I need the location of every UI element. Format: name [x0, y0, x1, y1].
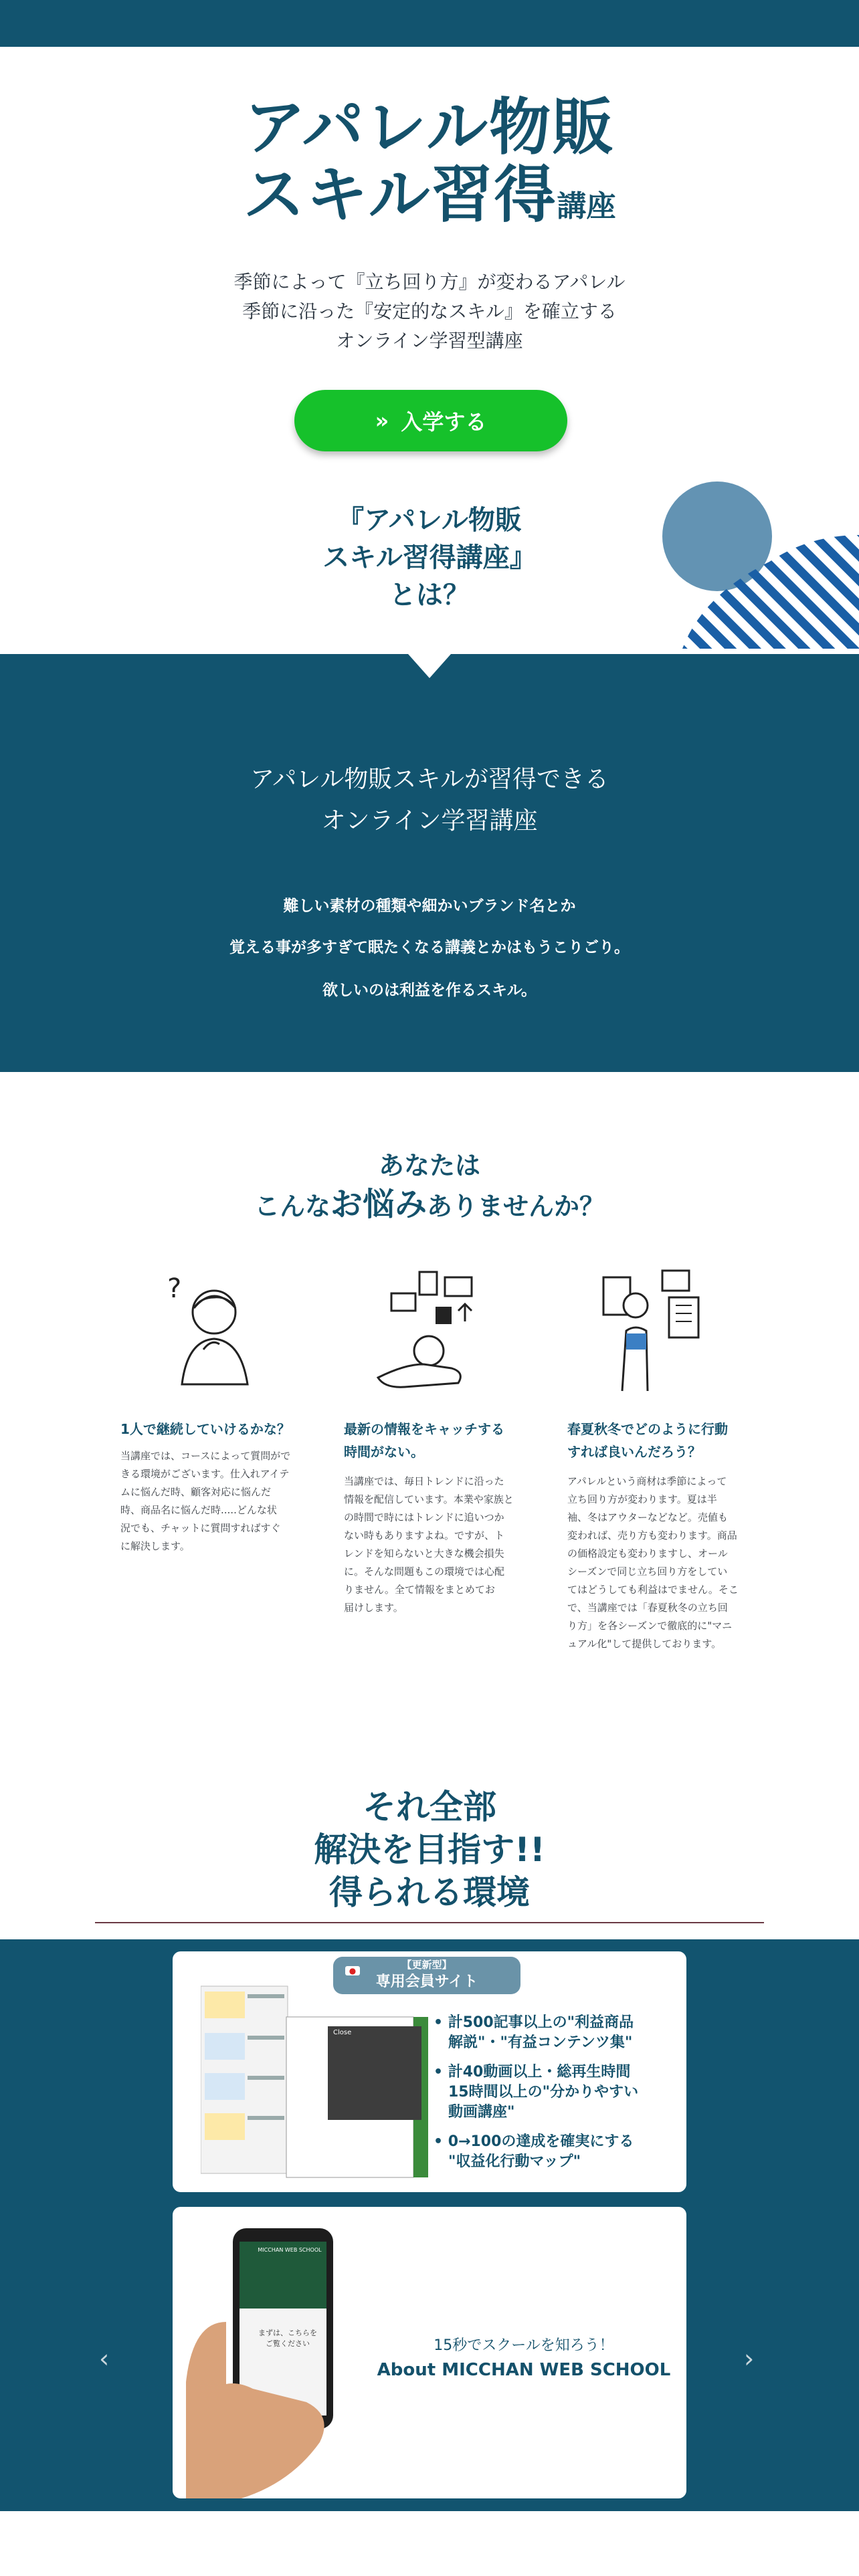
- enroll-button-label: 入学する: [401, 409, 487, 435]
- worry-card-body-line: 変われば、売り方も変わります。商品: [567, 1529, 737, 1541]
- worry-card-body-line: シーズンで同じ立ち回り方をしてい: [567, 1566, 728, 1578]
- worry-card-body-line: 当講座では、毎日トレンドに沿った: [344, 1475, 504, 1487]
- hero-title-line1: アパレル物販: [244, 92, 615, 163]
- overwhelmed-info-icon: [365, 1264, 498, 1398]
- worry-card-3-title: [567, 1418, 748, 1463]
- worry-card-title-line: 1人で継続していけるかな？: [120, 1421, 290, 1437]
- worry-card-body-line: り方」を各シーズンで徹底的に"マニ: [567, 1620, 733, 1632]
- worry-card-1-title: [120, 1418, 301, 1440]
- worry-card-1-body: [120, 1447, 301, 1555]
- worry-card-2-title: [344, 1418, 524, 1463]
- worry-card-2-body: [344, 1473, 524, 1617]
- about-school-line1: 15秒でスクールを知ろう！: [434, 2337, 614, 2354]
- worry-card-3-body: [567, 1473, 748, 1653]
- worry-card-body-line: レンドを知らないと大きな機会損失: [344, 1547, 504, 1560]
- worry-card-body-line: 立ち回り方が変わります。夏は半: [567, 1493, 717, 1505]
- bullet-line: 0→100の達成を確実にする: [448, 2133, 634, 2150]
- worry-card-body-line: の価格設定も変わりますし、オール: [567, 1547, 728, 1560]
- hero-subtitle: [0, 267, 859, 356]
- worry-card-body-line: 情報を配信しています。本業や家族と: [344, 1493, 514, 1505]
- worry-card-body-line: 袖、冬はアウターなどなど。売値も: [567, 1511, 728, 1523]
- worry-card-title-line: すれば良いんだろう？: [567, 1444, 701, 1460]
- about-heading-line: スキル習得講座』: [322, 542, 537, 573]
- member-site-badge-title: 専用会員サイト: [375, 1973, 478, 1990]
- solve-heading: [0, 1786, 859, 1914]
- slider-next-button[interactable]: ›: [744, 2344, 755, 2373]
- intro-section: [0, 654, 859, 1072]
- worry-card-title-line: 春夏秋冬でどのように行動: [567, 1421, 728, 1437]
- worry-card-title-line: 最新の情報をキャッチする: [344, 1421, 504, 1437]
- worry-card-body-line: ムに悩んだ時、顧客対応に悩んだ: [120, 1486, 272, 1498]
- section-notch: [408, 654, 451, 678]
- worry-card-body-line: 当講座では、コースによって質問がで: [120, 1450, 291, 1462]
- member-site-badge: [333, 1957, 520, 1994]
- member-site-bullet: • 計40動画以上・総再生時間 15時間以上の"分かりやすい 動画講座": [434, 2062, 674, 2123]
- intro-body-line: 欲しいのは利益を作るスキル。: [322, 982, 537, 999]
- worry-card-body-line: 時、商品名に悩んだ時.....どんな状: [120, 1504, 277, 1516]
- worry-card-body-line: りません。全て情報をまとめてお: [344, 1584, 495, 1596]
- hero-subtitle-line: 季節によって『立ち回り方』が変わるアパレル: [233, 271, 626, 293]
- slide-member-site[interactable]: [173, 1951, 686, 2192]
- intro-title: [0, 759, 859, 842]
- member-site-badge-label: 【更新型】: [401, 1959, 452, 1971]
- worries-heading-em: お悩み: [330, 1186, 427, 1223]
- intro-title-line: オンライン学習講座: [321, 807, 538, 835]
- worry-card-body-line: 況でも、チャットに質問すればすぐ: [120, 1522, 281, 1534]
- member-site-bullets: [434, 2013, 674, 2172]
- worry-card-body-line: てはどうしても利益はでません。そこ: [567, 1584, 739, 1596]
- laptop-icon: ●: [345, 1966, 360, 1975]
- about-heading-line: 『アパレル物販: [337, 505, 522, 536]
- intro-body-line: 覚える事が多すぎて眠たくなる講義とかはもうこりごり。: [229, 939, 630, 956]
- worry-card-body-line: きる環境がございます。仕入れアイテ: [120, 1468, 290, 1480]
- hero-title: [0, 94, 859, 229]
- decorative-stripes: [656, 481, 859, 655]
- hero-title-suffix: 講座: [557, 189, 616, 224]
- menu-panel-close[interactable]: Close: [333, 2029, 352, 2036]
- worries-heading-post: ありませんか？: [427, 1192, 605, 1221]
- worry-card-body-line: ュアル化"して提供しております。: [567, 1638, 722, 1650]
- worries-heading-line1: あなたは: [378, 1151, 480, 1180]
- bullet-line: 計40動画以上・総再生時間: [448, 2064, 631, 2080]
- question-person-icon: [147, 1264, 281, 1398]
- phone-brand: MICCHAN WEB SCHOOL: [258, 2247, 322, 2253]
- worries-heading: [0, 1147, 859, 1226]
- bullet-line: "収益化行動マップ": [448, 2153, 581, 2170]
- worry-card-body-line: で、当講座では「春夏秋冬の立ち回: [567, 1602, 728, 1614]
- intro-title-line: アパレル物販スキルが習得できる: [250, 766, 609, 793]
- member-site-bullet: • 計500記事以上の"利益商品 解説"・"有益コンテンツ集": [434, 2013, 674, 2053]
- phone-screen-text: まずは、こちらを ご覧ください: [258, 2329, 317, 2348]
- worry-card-body-line: 届けします。: [344, 1602, 403, 1614]
- about-heading-line: とは？: [389, 580, 470, 611]
- bullet-line: 解説"・"有益コンテンツ集": [448, 2034, 633, 2051]
- solve-heading-line: 解決を目指す!!: [314, 1830, 545, 1869]
- hero-subtitle-line: 季節に沿った『安定的なスキル』を確立する: [242, 300, 617, 322]
- slide-about-school[interactable]: [173, 2207, 686, 2498]
- member-site-menu-panel: [328, 2026, 421, 2120]
- about-school-text: [360, 2334, 686, 2382]
- worry-card-body-line: に解決します。: [120, 1540, 190, 1552]
- double-chevron-right-icon: »: [375, 408, 389, 433]
- solve-heading-line: 得られる環境: [329, 1873, 530, 1912]
- solve-heading-line: それ全部: [363, 1788, 496, 1826]
- svg-text:?: ?: [167, 1273, 182, 1304]
- member-site-bullet: • 0→100の達成を確実にする "収益化行動マップ": [434, 2132, 674, 2172]
- hero-title-line2: スキル習得: [243, 159, 557, 231]
- bullet-line: 15時間以上の"分かりやすい: [448, 2084, 639, 2101]
- top-header-bar: [0, 0, 859, 47]
- slider-prev-button[interactable]: ‹: [99, 2344, 110, 2373]
- bullet-line: 動画講座": [448, 2104, 515, 2121]
- worry-card-body-line: の時間で時にはトレンドに追いつか: [344, 1511, 504, 1523]
- phone-in-hand-image: [186, 2222, 340, 2498]
- hero-subtitle-line: オンライン学習型講座: [336, 330, 523, 352]
- worry-card-body-line: ない時もありますよね。ですが、ト: [344, 1529, 505, 1541]
- worry-card-title-line: 時間がない。: [344, 1444, 424, 1460]
- worry-card-body-line: に。そんな問題もこの環境では心配: [344, 1566, 505, 1578]
- bullet-line: 計500記事以上の"利益商品: [448, 2014, 634, 2031]
- section-divider: [95, 1922, 764, 1923]
- about-school-line2: About MICCHAN WEB SCHOOL: [377, 2360, 671, 2380]
- thinking-calendar-icon: [582, 1264, 716, 1398]
- intro-body-line: 難しい素材の種類や細かいブランド名とか: [283, 897, 576, 915]
- enroll-button[interactable]: [294, 390, 567, 451]
- worries-heading-pre: こんな: [254, 1192, 330, 1221]
- worry-card-body-line: アパレルという商材は季節によって: [567, 1475, 727, 1487]
